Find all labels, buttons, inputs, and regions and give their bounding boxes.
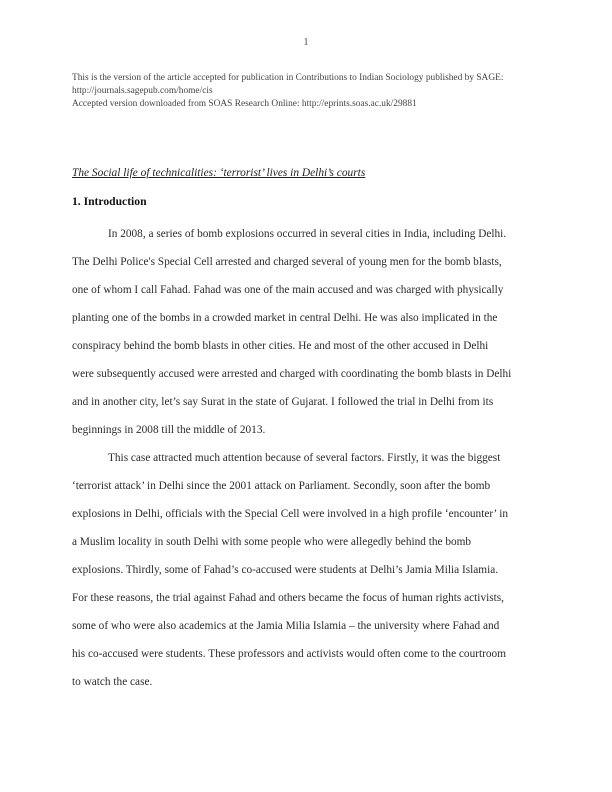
text-line: his co-accused were students. These professors and activists would often come to the courtroom (72, 648, 506, 660)
publication-notice-line: This is the version of the article accepted for publication in Contributions to Indian Sociology published by SAGE: (72, 73, 504, 83)
text-line: explosions in Delhi, officials with the Special Cell were involved in a high profile ‘encounter’ in (72, 508, 509, 520)
text-line: The Delhi Police's Special Cell arrested and charged several of young men for the bomb blasts, (72, 256, 502, 268)
page-number: 1 (303, 36, 309, 48)
text-line: planting one of the bombs in a crowded market in central Delhi. He was also implicated in the (72, 312, 498, 324)
paragraph-2 (72, 444, 548, 696)
text-line: and in another city, let’s say Surat in the state of Gujarat. I followed the trial in Delhi from its (72, 396, 494, 408)
text-line: to watch the case. (72, 676, 153, 688)
text-line: explosions. Thirdly, some of Fahad’s co-accused were students at Delhi’s Jamia Milia Islamia. (72, 564, 499, 576)
text-line: beginnings in 2008 till the middle of 2013. (72, 424, 266, 436)
article-title: The Social life of technicalities: ‘terrorist’ lives in Delhi’s courts (72, 167, 366, 179)
repository-line: Accepted version downloaded from SOAS Research Online: http://eprints.soas.ac.uk/29881 (72, 99, 417, 109)
text-line: a Muslim locality in south Delhi with some people who were allegedly behind the bomb (72, 536, 472, 548)
body-text (72, 220, 548, 696)
publication-notice (72, 72, 552, 111)
text-line: In 2008, a series of bomb explosions occurred in several cities in India, including Delhi. (108, 228, 507, 240)
section-heading: 1. Introduction (72, 195, 147, 208)
text-line: This case attracted much attention because of several factors. Firstly, it was the biggest (108, 452, 501, 464)
paragraph-1 (72, 220, 548, 444)
journal-url-line: http://journals.sagepub.com/home/cis (72, 86, 213, 96)
text-line: one of whom I call Fahad. Fahad was one of the main accused and was charged with physically (72, 284, 504, 296)
text-line: some of who were also academics at the Jamia Milia Islamia – the university where Fahad and (72, 620, 500, 632)
text-line: were subsequently accused were arrested and charged with coordinating the bomb blasts in Delhi (72, 368, 512, 380)
text-line: For these reasons, the trial against Fahad and others became the focus of human rights activists, (72, 592, 504, 604)
text-line: conspiracy behind the bomb blasts in other cities. He and most of the other accused in Delhi (72, 340, 489, 352)
text-line: ‘terrorist attack’ in Delhi since the 2001 attack on Parliament. Secondly, soon after the bomb (72, 480, 491, 492)
